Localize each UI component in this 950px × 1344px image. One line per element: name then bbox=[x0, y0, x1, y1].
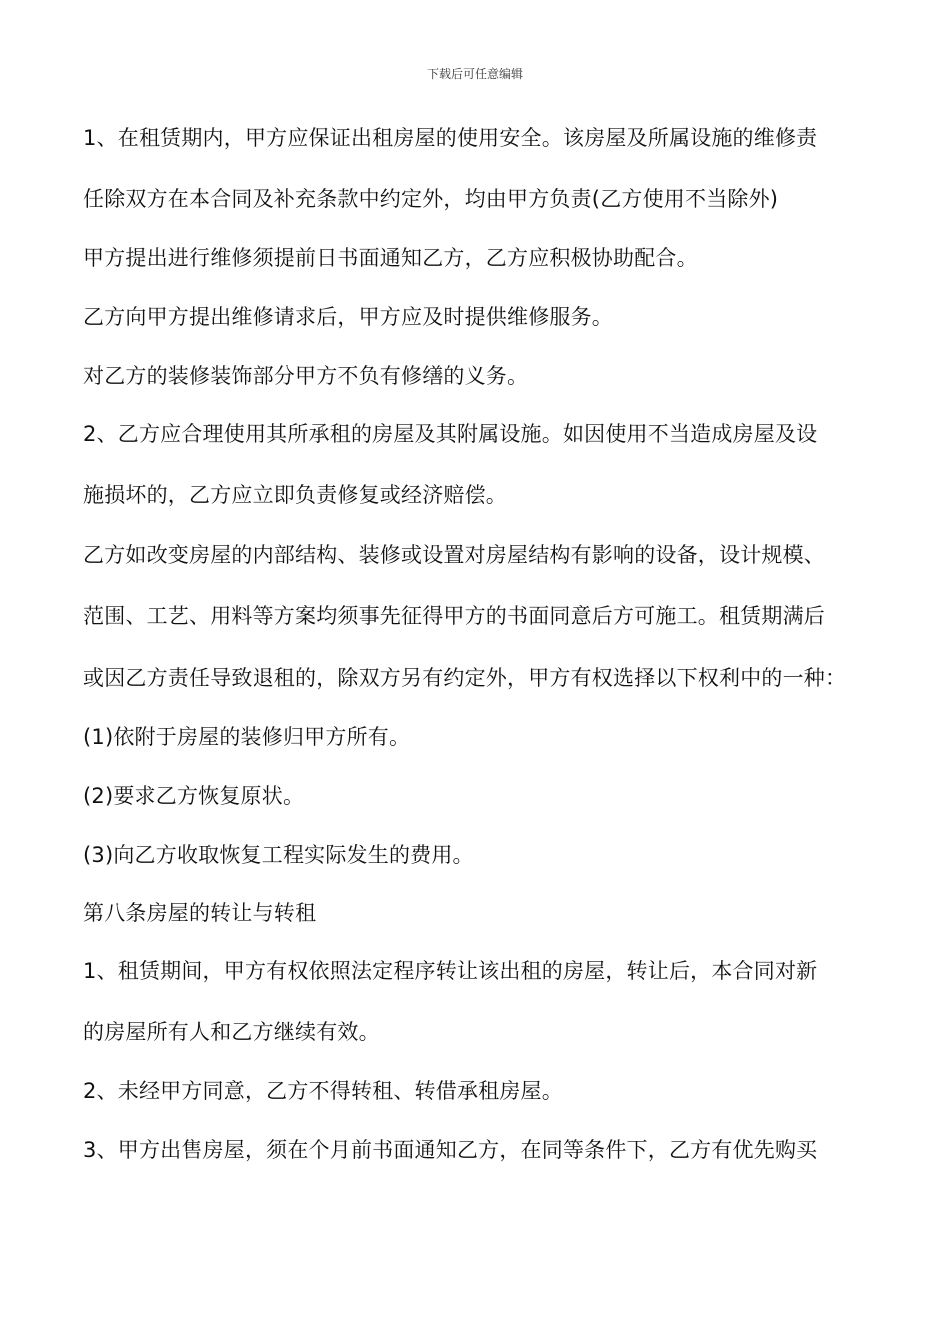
paragraph-line: 对乙方的装修装饰部分甲方不负有修缮的义务。 bbox=[83, 364, 529, 388]
list-item: (2)要求乙方恢复原状。 bbox=[83, 784, 305, 808]
paragraph-line: 乙方向甲方提出维修请求后，甲方应及时提供维修服务。 bbox=[83, 305, 613, 329]
paragraph-line: 范围、工艺、用料等方案均须事先征得甲方的书面同意后方可施工。租赁期满后 bbox=[83, 604, 825, 628]
paragraph-line: 1、租赁期间，甲方有权依照法定程序转让该出租的房屋，转让后，本合同对新 bbox=[83, 959, 818, 983]
paragraph-line: 甲方提出进行维修须提前日书面通知乙方，乙方应积极协助配合。 bbox=[83, 246, 698, 270]
paragraph-line: 3、甲方出售房屋，须在个月前书面通知乙方，在同等条件下，乙方有优先购买 bbox=[83, 1138, 818, 1162]
paragraph-line: 1、在租赁期内，甲方应保证出租房屋的使用安全。该房屋及所属设施的维修责 bbox=[83, 126, 818, 150]
paragraph-line: 2、未经甲方同意，乙方不得转租、转借承租房屋。 bbox=[83, 1079, 563, 1103]
paragraph-line: 乙方如改变房屋的内部结构、装修或设置对房屋结构有影响的设备，设计规模、 bbox=[83, 543, 825, 567]
page-header: 下载后可任意编辑 bbox=[426, 67, 523, 81]
paragraph-line: 或因乙方责任导致退租的，除双方另有约定外，甲方有权选择以下权利中的一种： bbox=[83, 666, 847, 690]
section-heading: 第八条房屋的转让与转租 bbox=[83, 901, 317, 925]
list-item: (1)依附于房屋的装修归甲方所有。 bbox=[83, 725, 411, 749]
paragraph-line: 施损坏的，乙方应立即负责修复或经济赔偿。 bbox=[83, 483, 507, 507]
list-item: (3)向乙方收取恢复工程实际发生的费用。 bbox=[83, 843, 474, 867]
paragraph-line: 的房屋所有人和乙方继续有效。 bbox=[83, 1020, 380, 1044]
paragraph-line: 2、乙方应合理使用其所承租的房屋及其附属设施。如因使用不当造成房屋及设 bbox=[83, 422, 818, 446]
paragraph-line: 任除双方在本合同及补充条款中约定外，均由甲方负责(乙方使用不当除外) bbox=[83, 187, 779, 211]
